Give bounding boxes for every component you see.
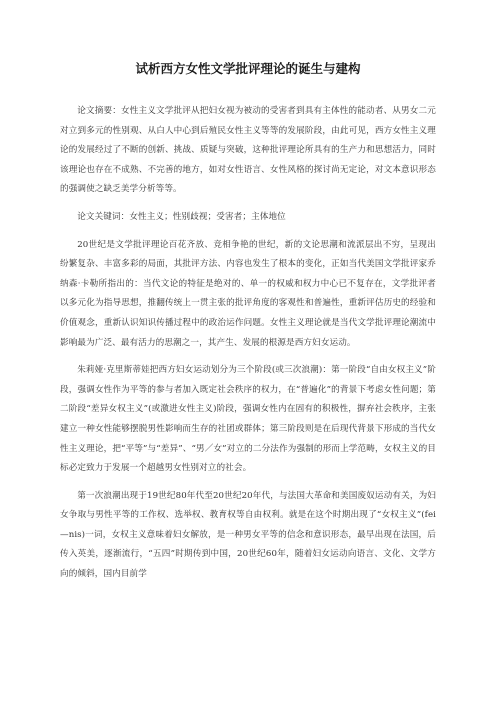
keywords-paragraph: 论文关键词：女性主义；性别歧视；受害者；主体地位	[77, 211, 286, 222]
body-paragraph-2: 朱莉娅·克里斯蒂娃把西方妇女运动划分为三个阶段(或三次浪潮)：第一阶段“自由女权主义”阶段，强调女性作为平等的参与者加入既定社会秩序的权力，在“普遍化”的背景下考虑女性问题；第二阶段“差异女权主义”(或激进女性主义)阶段，强调女性内在固有的积极性，摒弃社会秩序，主张建立一种女性能够摆脱男性影响而生存的社团或群体；第三阶段则是在后现代背景下形成的当代女性主义理论，把“平等”与“差异”、“男／女”对立的二分法作为强制的形而上学范畴，女权主义的目标必定致力于发展一个超越男女性别对立的社会。	[60, 365, 436, 474]
abstract-paragraph: 论文摘要：女性主义文学批评从把妇女视为被动的受害者到具有主体性的能动者、从男女二元对立到多元的性别观、从白人中心到后殖民女性主义等等的发展阶段，由此可见，西方女性主义理论的发展经过了不断的创新、挑战、质疑与突破，这种批评理论所具有的生产力和思想活力，同时该理论也存在不成熟、不完善的地方，如对女性语言、女性风格的探讨尚无定论，对文本意识形态的强调使之缺乏美学分析等等。	[60, 106, 436, 195]
body-paragraph-1: 20世纪是文学批评理论百花齐放、竞相争艳的世纪，新的文论思潮和流派层出不穷，呈现出纷繁复杂、丰富多彩的局面，其批评方法、内容也发生了根本的变化，正如当代美国文学批评家乔纳森·卡勒所指出的：当代文论的特征是绝对的、单一的权威和权力中心已不复存在，文学批评者以多元化为指导思想，推翻传统上一贯主张的批评角度的客观性和普遍性，重新评估历史的经验和价值观念，重新认识知识传播过程中的政治运作问题。女性主义理论就是当代文学批评理论潮流中影响最为广泛、最有活力的思潮之一，其产生、发展的根源是西方妇女运动。	[60, 239, 436, 348]
body-paragraph-3: 第一次浪潮出现于19世纪80年代至20世纪20年代，与法国大革命和美国废奴运动有关，为妇女争取与男性平等的工作权、选举权、教育权等自由权利。就是在这个时期出现了“女权主义”(fei—nis)一词，女权主义意味着妇女解放，是一种男女平等的信念和意识形态，最早出现在法国，后传入英美，逐渐流行，“五四”时期传到中国，20世纪60年，随着妇女运动向语言、文化、文学方向的倾斜，国内目前学	[60, 490, 436, 580]
document-title: 试析西方女性文学批评理论的诞生与建构	[135, 61, 361, 76]
